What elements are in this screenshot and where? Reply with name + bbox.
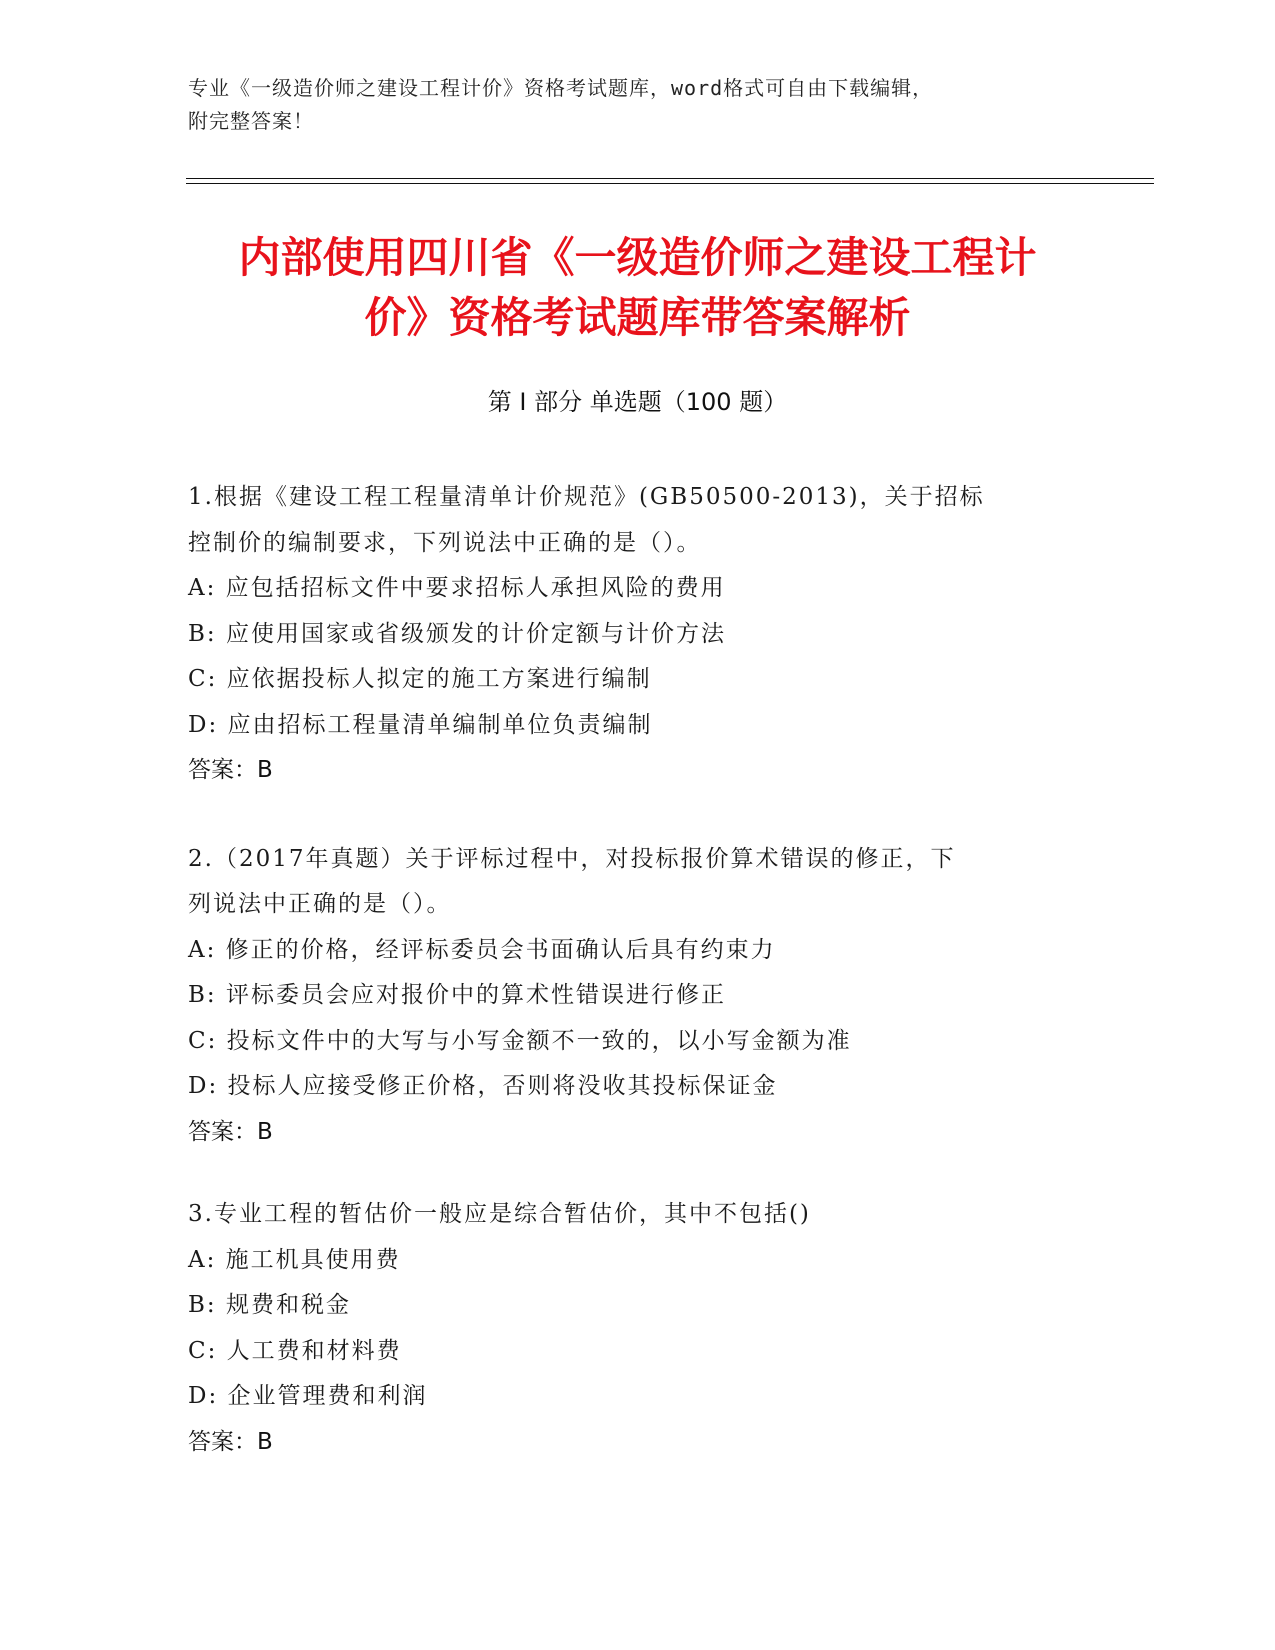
question-stem: 1.根据《建设工程工程量清单计价规范》(GB50500-2013)，关于招标 bbox=[188, 484, 985, 510]
option-d: D: 企业管理费和利润 bbox=[188, 1383, 428, 1409]
option-a: A: 应包括招标文件中要求招标人承担风险的费用 bbox=[188, 575, 726, 601]
question-spacer bbox=[188, 794, 1078, 837]
question-stem: 控制价的编制要求，下列说法中正确的是（）。 bbox=[188, 529, 702, 556]
document-title bbox=[150, 228, 1125, 348]
answer: 答案：B bbox=[188, 757, 273, 783]
option-a: A: 修正的价格，经评标委员会书面确认后具有约束力 bbox=[188, 936, 776, 963]
section-heading: 第 I 部分 单选题（100 题） bbox=[487, 388, 788, 416]
header-note-line-2: 附完整答案！ bbox=[188, 109, 314, 133]
option-c: C: 人工费和材料费 bbox=[188, 1337, 402, 1364]
option-c: C: 投标文件中的大写与小写金额不一致的，以小写金额为准 bbox=[188, 1027, 852, 1054]
header-note bbox=[188, 72, 1068, 138]
question-stem: 列说法中正确的是（）。 bbox=[188, 891, 452, 917]
option-d: D: 投标人应接受修正价格，否则将没收其投标保证金 bbox=[188, 1073, 778, 1099]
answer: 答案：B bbox=[188, 1428, 273, 1455]
option-b: B: 规费和税金 bbox=[188, 1292, 351, 1318]
header-divider-bottom bbox=[186, 183, 1154, 184]
document-title-line-1: 内部使用四川省《一级造价师之建设工程计 bbox=[238, 233, 1037, 282]
option-c: C: 应依据投标人拟定的施工方案进行编制 bbox=[188, 666, 652, 692]
option-b: B: 应使用国家或省级颁发的计价定额与计价方法 bbox=[188, 620, 726, 647]
header-note-line-1: 专业《一级造价师之建设工程计价》资格考试题库，word格式可自由下载编辑， bbox=[188, 76, 934, 100]
question-2 bbox=[188, 837, 1078, 1156]
option-d: D: 应由招标工程量清单编制单位负责编制 bbox=[188, 711, 653, 738]
option-a: A: 施工机具使用费 bbox=[188, 1246, 401, 1273]
question-stem: 2.（2017年真题）关于评标过程中，对投标报价算术错误的修正，下 bbox=[188, 845, 956, 872]
question-3 bbox=[188, 1192, 1078, 1465]
question-stem: 3.专业工程的暂估价一般应是综合暂估价，其中不包括() bbox=[188, 1201, 811, 1227]
answer: 答案：B bbox=[188, 1118, 273, 1145]
question-1 bbox=[188, 475, 1078, 794]
document-title-line-2: 价》资格考试题库带答案解析 bbox=[364, 293, 911, 342]
question-spacer bbox=[188, 1155, 1078, 1192]
header-divider-top bbox=[186, 178, 1154, 179]
question-list bbox=[188, 475, 1078, 1465]
option-b: B: 评标委员会应对报价中的算术性错误进行修正 bbox=[188, 982, 726, 1008]
